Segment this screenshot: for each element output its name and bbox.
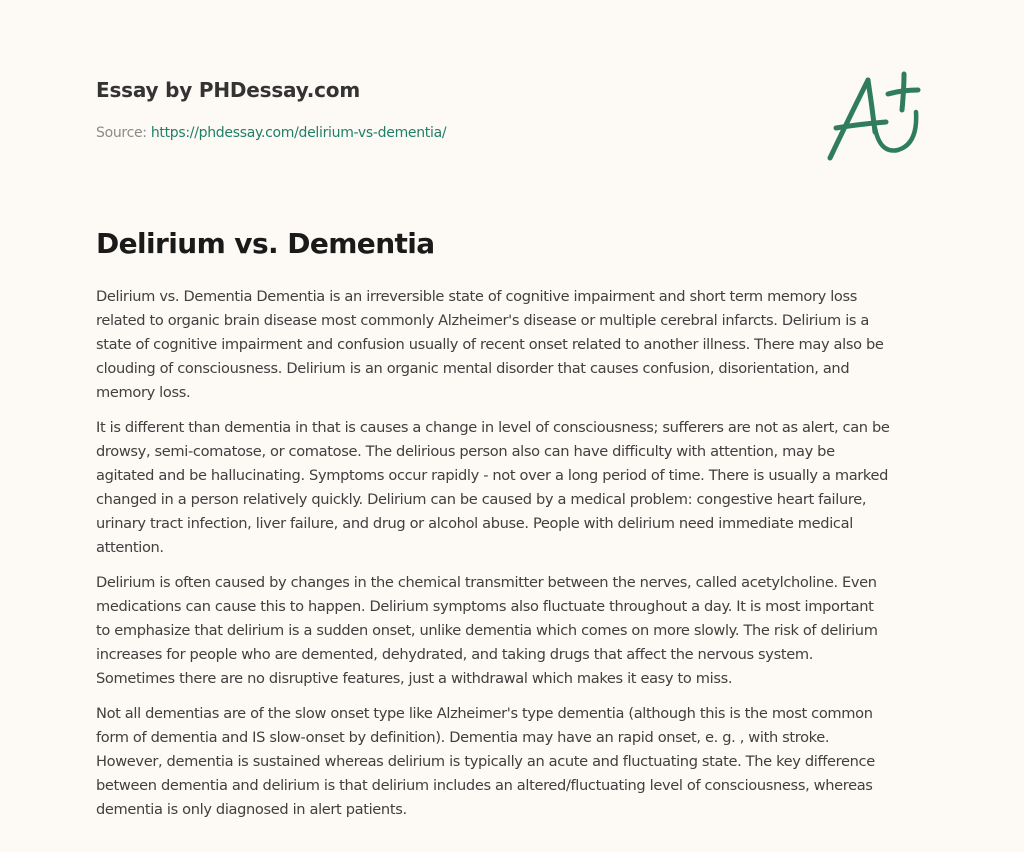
text-line: Sometimes there are no disruptive features, just a withdrawal which makes it easy to miss. (96, 670, 733, 687)
text-line: It is different than dementia in that is causes a change in level of consciousness; sufferers are not as alert, can be (96, 419, 890, 436)
source-line (96, 123, 796, 143)
paragraph-2 (96, 416, 936, 560)
text-line: agitated and be hallucinating. Symptoms occur rapidly - not over a long period of time. There is usually a marked (96, 467, 889, 484)
text-line: Delirium vs. Dementia Dementia is an irreversible state of cognitive impairment and short term memory loss (96, 288, 858, 305)
text-line: state of cognitive impairment and confusion usually of recent onset related to another illness. There may also be (96, 336, 884, 353)
text-line: memory loss. (96, 384, 191, 401)
text-line: form of dementia and IS slow-onset by definition). Dementia may have an rapid onset, e. g. , with stroke. (96, 729, 830, 746)
source-link[interactable]: https://phdessay.com/delirium-vs-dementia/ (150, 125, 447, 141)
text-line: However, dementia is sustained whereas delirium is typically an acute and fluctuating state. The key difference (96, 753, 875, 770)
paragraph-1 (96, 285, 936, 405)
essay-body (96, 285, 936, 833)
text-line: to emphasize that delirium is a sudden onset, unlike dementia which comes on more slowly. The risk of delirium (96, 622, 878, 639)
text-line: related to organic brain disease most commonly Alzheimer's disease or multiple cerebral infarcts. Delirium is a (96, 312, 870, 329)
text-line: increases for people who are demented, dehydrated, and taking drugs that affect the nervous system. (96, 646, 813, 663)
text-line: changed in a person relatively quickly. Delirium can be caused by a medical problem: congestive heart failure, (96, 491, 867, 508)
text-line: drowsy, semi-comatose, or comatose. The delirious person also can have difficulty with attention, may be (96, 443, 835, 460)
text-line: Delirium is often caused by changes in the chemical transmitter between the nerves, called acetylcholine. Even (96, 574, 877, 591)
source-label: Source: (96, 125, 147, 141)
paragraph-4 (96, 702, 936, 822)
text-line: urinary tract infection, liver failure, and drug or alcohol abuse. People with delirium need immediate medical (96, 515, 853, 532)
a-plus-grade-icon (820, 66, 930, 166)
text-line: medications can cause this to happen. Delirium symptoms also fluctuate throughout a day. It is most important (96, 598, 874, 615)
text-line: dementia is only diagnosed in alert patients. (96, 801, 407, 818)
text-line: between dementia and delirium is that delirium includes an altered/fluctuating level of consciousness, whereas (96, 777, 873, 794)
paragraph-3 (96, 571, 936, 691)
site-title: Essay by PHDessay.com (96, 78, 360, 102)
text-line: attention. (96, 539, 164, 556)
text-line: Not all dementias are of the slow onset type like Alzheimer's type dementia (although this is the most common (96, 705, 873, 722)
essay-header (96, 76, 796, 143)
text-line: clouding of consciousness. Delirium is an organic mental disorder that causes confusion, disorientation, and (96, 360, 850, 377)
essay-title: Delirium vs. Dementia (96, 227, 435, 260)
